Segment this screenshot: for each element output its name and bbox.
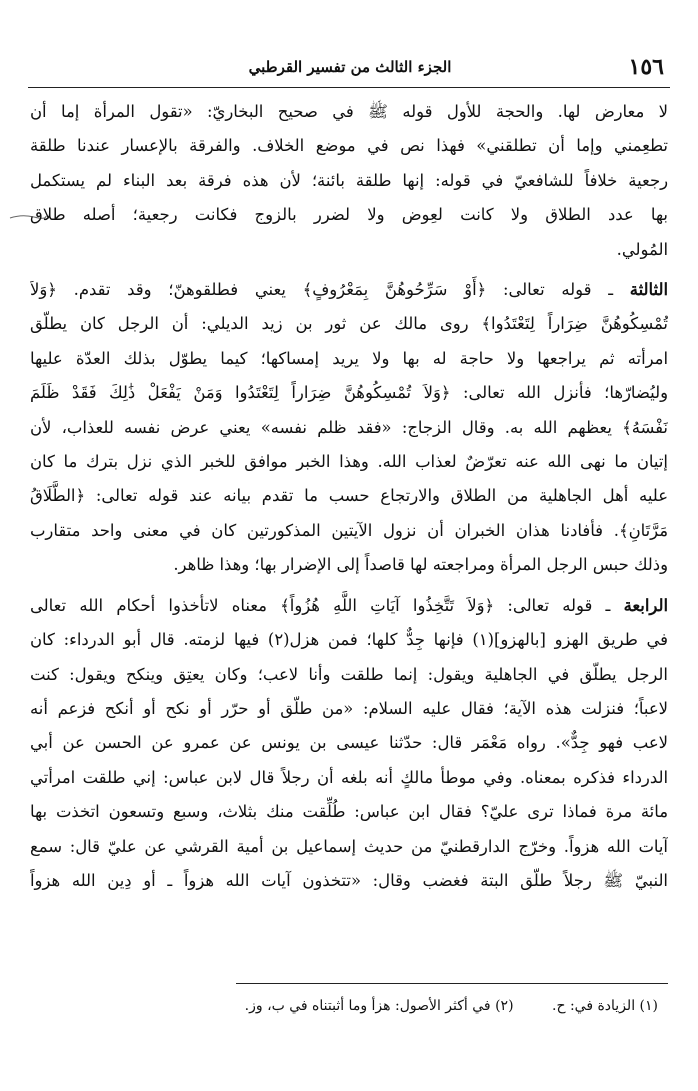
section-label-third: الثالثة [629, 280, 668, 300]
text-line [30, 273, 668, 307]
page-header [36, 52, 664, 86]
text-line: المُولي. [616, 239, 668, 259]
text-line: إتيان ما نهى الله عنه تعرّضٌ لعذاب الله. وهذا الخبر موافق للخبر الذي نزل بترك ما كان [30, 452, 668, 472]
footnotes [30, 994, 658, 1018]
text-line: الدرداء فذكره بمعناه. وفي موطأ مالكٍ أنه بلغه أن رجلاً قال لابن عباس: إني طلقت امرأتي [30, 767, 668, 787]
text-line: مَرَّتَانِ﴾. فأفادنا هذان الخبران أن نزول الآيتين المذكورتين كان في معنى واحد متقارب [30, 520, 668, 540]
text-line: مائة مرة فماذا ترى عليّ؟ فقال ابن عباس: طُلِّقت منك بثلاث، وسبع وتسعون اتخذت بها [30, 802, 668, 822]
text-line: لاعب فهو جِدٌّ». رواه مَعْمَر قال: حدّثنا عيسى بن يونس عن عمرو عن الحسن عن أبي [30, 733, 668, 753]
text-line: تُمْسِكُوهُنَّ ضِرَاراً لِتَعْتَدُوا﴾ روى مالك عن ثور بن زيد الديلي: أن الرجل كان يطلّق [30, 314, 668, 334]
text-line [30, 589, 668, 623]
running-title: الجزء الثالث من تفسير القرطبي [248, 58, 452, 76]
text-line: عليه أهل الجاهلية من الطلاق والارتجاع حسب ما تقدم بيانه عند قوله تعالى: ﴿الطَّلَاقُ [30, 486, 668, 506]
text-line: بها عدد الطلاق ولا كانت لعِوض ولا لضرر بالزوج فكانت رجعية؛ أصله طلاق [30, 205, 668, 225]
text-line: امرأته ثم يراجعها ولا حاجة له بها ولا يريد إمساكها؛ كيما يطوّل بذلك العدّة عليها [30, 348, 668, 368]
body-text [30, 95, 668, 904]
text-line: رجعية خلافاً للشافعيّ في قوله: إنها طلقة بائنة؛ لأن هذه فرقة بعد البناء لم يستكمل [30, 170, 668, 190]
text-line: وليُضارّها؛ فأنزل الله تعالى: ﴿وَلاَ تُمْسِكُوهُنَّ ضِرَاراً لِتَعْتَدُوا وَمَنْ يَفْعَلْ ذَٰلِكَ فَقَدْ ظَلَمَ [30, 383, 668, 403]
header-rule [28, 87, 670, 88]
text-line-content: ـ قوله تعالى: ﴿وَلاَ تَتَّخِذُوا آيَاتِ اللَّهِ هُزُواً﴾ معناه لاتأخذوا أحكام الله تعالى [30, 595, 611, 615]
text-line: تطعِمني وإما أن تطلقني» فهذا نص في موضع الخلاف. والفرقة بالإعسار عندنا طلقة [30, 136, 668, 156]
text-line: لاعباً؛ فنزلت هذه الآية؛ فقال عليه السلام: «من طلّق أو حرّر أو نكح أو أنكح فزعم أنه [30, 698, 668, 718]
paragraph-intro [30, 95, 668, 267]
paragraph-third [30, 273, 668, 583]
text-line: لا معارض لها. والحجة للأول قوله ﷺ في صحيح البخاريّ: «تقول المرأة إما أن [30, 102, 668, 121]
text-line: وذلك حبس الرجل المرأة ومراجعته لها قاصداً إلى الإضرار بها؛ وهذا ظاهر. [173, 555, 668, 575]
text-line: النبيّ ﷺ رجلاً طلّق البتة فغضب وقال: «تتخذون آيات الله هزواً ـ أو دِين الله هزواً [30, 870, 668, 890]
paragraph-fourth [30, 589, 668, 899]
footnote-rule [236, 983, 668, 984]
text-line: في طريق الهزو [بالهزو](١) فإنها جِدٌّ كلها؛ فمن هزل(٢) فيها لزمته. قال أبو الدرداء: كان [30, 630, 668, 650]
text-line-content: ـ قوله تعالى: ﴿أَوْ سَرِّحُوهُنَّ بِمَعْرُوفٍ﴾ يعني فطلقوهنّ؛ وقد تقدم. ﴿وَلاَ [30, 280, 614, 300]
footnote-2: (٢) في أكثر الأصول: هزأ وما أثبتناه في ب، وز. [244, 998, 514, 1014]
page-number: ١٥٦ [628, 54, 664, 80]
footnote-1: (١) الزيادة في: ح. [552, 998, 658, 1014]
text-line: الرجل يطلّق في الجاهلية ويقول: إنما طلقت وأنا لاعب؛ وكان يعتِق وينكح ويقول: كنت [30, 664, 668, 684]
text-line: آيات الله هزواً. وخرّج الدارقطنيّ من حديث إسماعيل بن أمية القرشي عن عليّ قال: سمع [30, 836, 668, 856]
text-line: نَفْسَهُ﴾ يعظهم الله به. وقال الزجاج: «فقد ظلم نفسه» يعني عرض نفسه للعذاب، لأن [30, 417, 668, 437]
section-label-fourth: الرابعة [623, 595, 668, 615]
